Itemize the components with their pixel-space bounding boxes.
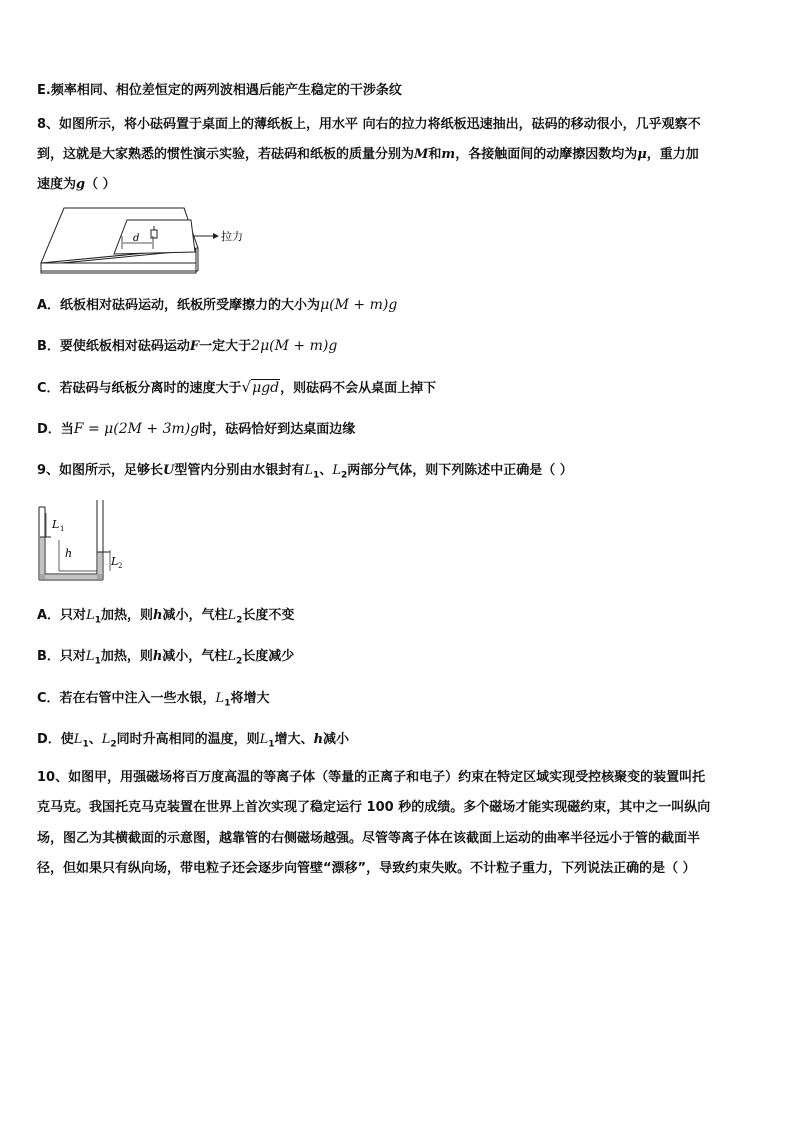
pull-label: 拉力 [221, 230, 243, 243]
d-label: d [133, 233, 140, 244]
q10-stem-line1: 10、如图甲，用强磁场将百万度高温的等离子体（等量的正离子和电子）约束在特定区域实现受控核聚变的装置叫托 [37, 770, 706, 785]
q8-option-d: D．当F = μ(2M + 3m)g时，砝码恰好到达桌面边缘 [37, 421, 356, 437]
q9-option-a: A．只对$L_1$加热，则h减小，气柱$L_2$长度不变 [37, 608, 295, 626]
q9-figure-u-tube [34, 495, 124, 590]
fig-h-label: h [65, 547, 73, 560]
fig-L2-sub: 2 [118, 562, 123, 570]
q8-option-c: C．若砝码与纸板分离时的速度大于√μgd，则砝码不会从桌面上掉下 [37, 378, 437, 396]
q9-option-c: C．若在右管中注入一些水银，$L_1$将增大 [37, 691, 270, 709]
fig-L1-sub: 1 [60, 525, 65, 533]
fig-L2-label: L [111, 555, 119, 568]
q8-figure-table-paper [36, 203, 256, 278]
option-e-text: E.频率相同、相位差恒定的两列波相遇后能产生稳定的干涉条纹 [37, 83, 402, 98]
q10-stem-line2: 克马克。我国托克马克装置在世界上首次实现了稳定运行 100 秒的成绩。多个磁场才能实现磁约束，其中之一叫纵向 [37, 800, 711, 815]
q9-option-b: B．只对$L_1$加热，则h减小，气柱$L_2$长度减少 [37, 649, 295, 667]
q8-option-b: B．要使纸板相对砝码运动F一定大于2μ(M + m)g [37, 338, 338, 354]
q10-stem-line4: 径，但如果只有纵向场，带电粒子还会逐步向管壁“漂移”，导致约束失败。不计粒子重力，下列说法正确的是（ ） [37, 861, 696, 876]
q9-stem: 9、如图所示，足够长U型管内分别由水银封有$L_1$、$L_2$两部分气体，则下列陈述中正确是（ ） [37, 463, 573, 481]
q8-stem-line1: 8、如图所示，将小砝码置于桌面上的薄纸板上，用水平 向右的拉力将纸板迅速抽出，砝码的移动很小，几乎观察不 [37, 117, 701, 132]
q8-stem-line2: 到，这就是大家熟悉的惯性演示实验，若砝码和纸板的质量分别为M和m，各接触面间的动摩擦因数均为μ，重力加 [37, 147, 699, 162]
fig-L1-label: L [52, 518, 60, 531]
q8-stem-line3: 速度为g（ ） [37, 177, 116, 192]
q8-option-a: A．纸板相对砝码运动，纸板所受摩擦力的大小为μ(M + m)g [37, 297, 398, 313]
q9-option-d: D．使$L_1$、$L_2$同时升高相同的温度，则$L_1$增大、h减小 [37, 732, 350, 750]
q10-stem-line3: 场，图乙为其横截面的示意图，越靠管的右侧磁场越强。尽管等离子体在该截面上运动的曲率半径远小于管的截面半 [37, 831, 701, 846]
